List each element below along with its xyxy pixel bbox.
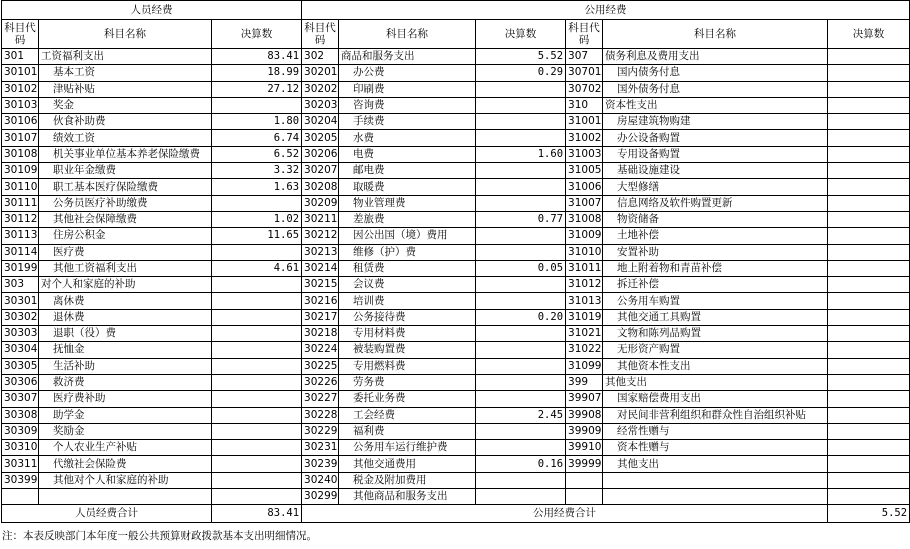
public-mid-code-cell: 30217 xyxy=(302,309,339,325)
public-mid-code-cell: 30229 xyxy=(302,423,339,439)
public-right-amount-cell xyxy=(828,146,910,162)
personnel-amount-cell: 3.32 xyxy=(212,163,302,179)
personnel-name-cell: 抚恤金 xyxy=(39,342,212,358)
public-mid-name-cell: 其他交通费用 xyxy=(339,456,476,472)
public-mid-name-cell: 专用材料费 xyxy=(339,326,476,342)
personnel-name-cell: 对个人和家庭的补助 xyxy=(39,277,212,293)
personnel-name-cell: 基本工资 xyxy=(39,65,212,81)
public-mid-name-cell: 其他商品和服务支出 xyxy=(339,489,476,505)
public-right-code-cell: 31005 xyxy=(566,163,603,179)
public-mid-amount-cell: 1.60 xyxy=(476,146,566,162)
public-right-name-cell xyxy=(603,472,828,488)
table-row xyxy=(2,97,910,113)
personnel-name-cell xyxy=(39,489,212,505)
public-mid-amount-cell xyxy=(476,244,566,260)
public-right-code-cell: 39910 xyxy=(566,440,603,456)
public-right-amount-cell xyxy=(828,277,910,293)
table-row xyxy=(2,440,910,456)
personnel-code-cell: 30301 xyxy=(2,293,39,309)
public-mid-amount-cell xyxy=(476,195,566,211)
public-right-name-cell: 国内债务付息 xyxy=(603,65,828,81)
public-right-code-cell: 30702 xyxy=(566,81,603,97)
public-mid-name-cell: 公务用车运行维护费 xyxy=(339,440,476,456)
public-total-label: 公用经费合计 xyxy=(302,505,828,523)
public-right-amount-cell xyxy=(828,130,910,146)
public-mid-name-cell: 印刷费 xyxy=(339,81,476,97)
public-right-code-cell: 30701 xyxy=(566,65,603,81)
public-right-amount-cell xyxy=(828,440,910,456)
public-mid-amount-cell: 0.29 xyxy=(476,65,566,81)
public-mid-name-cell: 被装购置费 xyxy=(339,342,476,358)
public-right-amount-cell xyxy=(828,374,910,390)
public-mid-amount-cell xyxy=(476,277,566,293)
expenditure-table xyxy=(1,0,910,523)
table-row xyxy=(2,326,910,342)
personnel-code-cell: 30306 xyxy=(2,374,39,390)
public-mid-name-cell: 差旅费 xyxy=(339,211,476,227)
public-mid-amount-cell: 0.05 xyxy=(476,260,566,276)
public-mid-code-cell: 30202 xyxy=(302,81,339,97)
public-right-amount-cell xyxy=(828,391,910,407)
public-right-name-cell: 经常性赠与 xyxy=(603,423,828,439)
public-mid-name-cell: 物业管理费 xyxy=(339,195,476,211)
public-right-name-cell: 基础设施建设 xyxy=(603,163,828,179)
personnel-name-cell: 个人农业生产补贴 xyxy=(39,440,212,456)
public-right-code-cell: 307 xyxy=(566,49,603,65)
public-mid-name-cell: 维修（护）费 xyxy=(339,244,476,260)
public-mid-name-cell: 工会经费 xyxy=(339,407,476,423)
public-right-code-cell: 31022 xyxy=(566,342,603,358)
personnel-name-cell: 医疗费补助 xyxy=(39,391,212,407)
personnel-code-cell: 30107 xyxy=(2,130,39,146)
public-right-code-cell: 31001 xyxy=(566,114,603,130)
public-right-name-cell: 土地补偿 xyxy=(603,228,828,244)
public-right-amount-cell xyxy=(828,49,910,65)
public-right-amount-cell xyxy=(828,163,910,179)
public-mid-name-cell: 会议费 xyxy=(339,277,476,293)
public-right-name-cell: 其他交通工具购置 xyxy=(603,309,828,325)
personnel-amount-cell: 27.12 xyxy=(212,81,302,97)
public-mid-amount-cell xyxy=(476,472,566,488)
code-header: 科目代码 xyxy=(2,20,39,49)
public-right-code-cell: 310 xyxy=(566,97,603,113)
personnel-amount-cell xyxy=(212,358,302,374)
public-right-code-cell: 31002 xyxy=(566,130,603,146)
personnel-amount-cell xyxy=(212,423,302,439)
name-header: 科目名称 xyxy=(339,20,476,49)
public-right-amount-cell xyxy=(828,472,910,488)
public-right-amount-cell xyxy=(828,228,910,244)
code-header: 科目代码 xyxy=(302,20,339,49)
public-right-amount-cell xyxy=(828,244,910,260)
personnel-name-cell: 奖金 xyxy=(39,97,212,113)
public-mid-code-cell: 30206 xyxy=(302,146,339,162)
personnel-code-cell: 30302 xyxy=(2,309,39,325)
public-right-amount-cell xyxy=(828,260,910,276)
personnel-code-cell: 30304 xyxy=(2,342,39,358)
public-mid-code-cell: 30225 xyxy=(302,358,339,374)
personnel-code-cell: 30106 xyxy=(2,114,39,130)
name-header: 科目名称 xyxy=(39,20,212,49)
public-mid-amount-cell xyxy=(476,489,566,505)
table-row xyxy=(2,163,910,179)
public-mid-name-cell: 电费 xyxy=(339,146,476,162)
public-mid-code-cell: 30228 xyxy=(302,407,339,423)
public-right-amount-cell xyxy=(828,293,910,309)
table-row xyxy=(2,179,910,195)
public-right-name-cell: 大型修缮 xyxy=(603,179,828,195)
public-right-name-cell: 信息网络及软件购置更新 xyxy=(603,195,828,211)
table-row xyxy=(2,423,910,439)
personnel-code-cell: 30305 xyxy=(2,358,39,374)
personnel-name-cell: 退职（役）费 xyxy=(39,326,212,342)
personnel-name-cell: 奖励金 xyxy=(39,423,212,439)
public-mid-name-cell: 因公出国（境）费用 xyxy=(339,228,476,244)
public-mid-amount-cell xyxy=(476,130,566,146)
public-right-amount-cell xyxy=(828,342,910,358)
public-mid-name-cell: 取暖费 xyxy=(339,179,476,195)
public-mid-name-cell: 专用燃料费 xyxy=(339,358,476,374)
personnel-amount-cell xyxy=(212,244,302,260)
personnel-name-cell: 其他社会保障缴费 xyxy=(39,211,212,227)
public-right-name-cell: 专用设备购置 xyxy=(603,146,828,162)
personnel-name-cell: 工资福利支出 xyxy=(39,49,212,65)
public-right-name-cell: 其他支出 xyxy=(603,456,828,472)
personnel-code-cell: 30308 xyxy=(2,407,39,423)
public-right-code-cell: 31008 xyxy=(566,211,603,227)
personnel-code-cell: 30309 xyxy=(2,423,39,439)
table-row xyxy=(2,146,910,162)
public-right-amount-cell xyxy=(828,489,910,505)
public-right-code-cell: 31012 xyxy=(566,277,603,293)
public-mid-code-cell: 30226 xyxy=(302,374,339,390)
public-right-name-cell: 房屋建筑物购建 xyxy=(603,114,828,130)
table-row xyxy=(2,211,910,227)
personnel-code-cell: 30310 xyxy=(2,440,39,456)
personnel-amount-cell: 1.02 xyxy=(212,211,302,227)
personnel-amount-cell xyxy=(212,407,302,423)
code-header: 科目代码 xyxy=(566,20,603,49)
table-row xyxy=(2,407,910,423)
public-right-amount-cell xyxy=(828,114,910,130)
public-mid-amount-cell: 2.45 xyxy=(476,407,566,423)
public-right-name-cell: 地上附着物和青苗补偿 xyxy=(603,260,828,276)
personnel-code-cell: 30311 xyxy=(2,456,39,472)
table-row xyxy=(2,114,910,130)
personnel-amount-cell: 6.74 xyxy=(212,130,302,146)
public-mid-amount-cell xyxy=(476,374,566,390)
public-mid-amount-cell xyxy=(476,81,566,97)
personnel-amount-cell xyxy=(212,326,302,342)
public-mid-code-cell: 30240 xyxy=(302,472,339,488)
public-mid-code-cell: 30224 xyxy=(302,342,339,358)
personnel-name-cell: 退休费 xyxy=(39,309,212,325)
public-mid-name-cell: 劳务费 xyxy=(339,374,476,390)
public-right-code-cell: 31007 xyxy=(566,195,603,211)
table-row xyxy=(2,244,910,260)
public-right-code-cell: 39908 xyxy=(566,407,603,423)
personnel-total-label: 人员经费合计 xyxy=(2,505,212,523)
public-mid-amount-cell xyxy=(476,114,566,130)
personnel-name-cell: 职工基本医疗保险缴费 xyxy=(39,179,212,195)
public-right-code-cell: 39907 xyxy=(566,391,603,407)
personnel-amount-cell: 1.63 xyxy=(212,179,302,195)
public-right-amount-cell xyxy=(828,326,910,342)
public-right-amount-cell xyxy=(828,81,910,97)
personnel-name-cell: 代缴社会保险费 xyxy=(39,456,212,472)
personnel-name-cell: 伙食补助费 xyxy=(39,114,212,130)
public-right-code-cell: 31006 xyxy=(566,179,603,195)
public-mid-code-cell: 30205 xyxy=(302,130,339,146)
public-mid-amount-cell: 0.16 xyxy=(476,456,566,472)
public-mid-code-cell: 30231 xyxy=(302,440,339,456)
public-mid-name-cell: 水费 xyxy=(339,130,476,146)
personnel-name-cell: 助学金 xyxy=(39,407,212,423)
personnel-code-cell: 30399 xyxy=(2,472,39,488)
personnel-code-cell: 30109 xyxy=(2,163,39,179)
public-right-name-cell: 无形资产购置 xyxy=(603,342,828,358)
public-right-amount-cell xyxy=(828,195,910,211)
amount-header: 决算数 xyxy=(212,20,302,49)
personnel-amount-cell xyxy=(212,440,302,456)
public-right-code-cell: 31010 xyxy=(566,244,603,260)
table-row xyxy=(2,456,910,472)
public-mid-amount-cell xyxy=(476,179,566,195)
public-right-name-cell: 债务利息及费用支出 xyxy=(603,49,828,65)
public-right-name-cell: 国家赔偿费用支出 xyxy=(603,391,828,407)
public-mid-amount-cell xyxy=(476,97,566,113)
personnel-amount-cell xyxy=(212,489,302,505)
personnel-name-cell: 医疗费 xyxy=(39,244,212,260)
personnel-code-cell: 301 xyxy=(2,49,39,65)
public-mid-code-cell: 30299 xyxy=(302,489,339,505)
personnel-amount-cell: 1.80 xyxy=(212,114,302,130)
public-right-name-cell: 资本性赠与 xyxy=(603,440,828,456)
public-right-code-cell: 39999 xyxy=(566,456,603,472)
personnel-name-cell: 其他对个人和家庭的补助 xyxy=(39,472,212,488)
public-right-amount-cell xyxy=(828,211,910,227)
public-right-code-cell: 31009 xyxy=(566,228,603,244)
public-mid-name-cell: 委托业务费 xyxy=(339,391,476,407)
table-row xyxy=(2,49,910,65)
public-right-name-cell: 办公设备购置 xyxy=(603,130,828,146)
personnel-code-cell: 30114 xyxy=(2,244,39,260)
public-right-amount-cell xyxy=(828,97,910,113)
public-mid-amount-cell xyxy=(476,391,566,407)
personnel-code-cell: 30110 xyxy=(2,179,39,195)
personnel-name-cell: 机关事业单位基本养老保险缴费 xyxy=(39,146,212,162)
public-mid-code-cell: 30203 xyxy=(302,97,339,113)
public-mid-amount-cell: 0.20 xyxy=(476,309,566,325)
public-mid-name-cell: 邮电费 xyxy=(339,163,476,179)
personnel-amount-cell xyxy=(212,195,302,211)
table-row xyxy=(2,489,910,505)
table-row xyxy=(2,195,910,211)
public-mid-name-cell: 办公费 xyxy=(339,65,476,81)
public-right-name-cell: 公务用车购置 xyxy=(603,293,828,309)
public-mid-code-cell: 30227 xyxy=(302,391,339,407)
personnel-code-cell: 30101 xyxy=(2,65,39,81)
public-mid-amount-cell xyxy=(476,358,566,374)
personnel-code-cell: 30113 xyxy=(2,228,39,244)
table-row xyxy=(2,293,910,309)
public-right-code-cell: 399 xyxy=(566,374,603,390)
public-right-code-cell xyxy=(566,489,603,505)
personnel-code-cell: 30102 xyxy=(2,81,39,97)
public-mid-amount-cell xyxy=(476,342,566,358)
public-right-name-cell: 物资储备 xyxy=(603,211,828,227)
public-mid-name-cell: 手续费 xyxy=(339,114,476,130)
personnel-amount-cell: 6.52 xyxy=(212,146,302,162)
personnel-code-cell: 303 xyxy=(2,277,39,293)
public-right-code-cell: 31011 xyxy=(566,260,603,276)
amount-header: 决算数 xyxy=(828,20,910,49)
table-row xyxy=(2,81,910,97)
table-row xyxy=(2,260,910,276)
public-mid-code-cell: 30213 xyxy=(302,244,339,260)
public-right-amount-cell xyxy=(828,456,910,472)
public-right-name-cell xyxy=(603,489,828,505)
personnel-name-cell: 职业年金缴费 xyxy=(39,163,212,179)
public-mid-name-cell: 培训费 xyxy=(339,293,476,309)
public-mid-name-cell: 福利费 xyxy=(339,423,476,439)
public-mid-name-cell: 税金及附加费用 xyxy=(339,472,476,488)
personnel-name-cell: 住房公积金 xyxy=(39,228,212,244)
amount-header: 决算数 xyxy=(476,20,566,49)
public-right-amount-cell xyxy=(828,407,910,423)
personnel-amount-cell xyxy=(212,309,302,325)
personnel-code-cell: 30111 xyxy=(2,195,39,211)
personnel-total-value: 83.41 xyxy=(212,505,302,523)
table-row xyxy=(2,342,910,358)
public-mid-code-cell: 30216 xyxy=(302,293,339,309)
personnel-name-cell: 生活补助 xyxy=(39,358,212,374)
public-right-name-cell: 文物和陈列品购置 xyxy=(603,326,828,342)
personnel-name-cell: 救济费 xyxy=(39,374,212,390)
public-right-code-cell: 31013 xyxy=(566,293,603,309)
personnel-amount-cell xyxy=(212,391,302,407)
public-right-amount-cell xyxy=(828,179,910,195)
public-mid-amount-cell xyxy=(476,293,566,309)
personnel-code-cell: 30303 xyxy=(2,326,39,342)
public-mid-code-cell: 30214 xyxy=(302,260,339,276)
personnel-amount-cell xyxy=(212,472,302,488)
public-right-name-cell: 拆迁补偿 xyxy=(603,277,828,293)
personnel-name-cell: 离休费 xyxy=(39,293,212,309)
public-mid-amount-cell: 0.77 xyxy=(476,211,566,227)
personnel-name-cell: 其他工资福利支出 xyxy=(39,260,212,276)
table-row xyxy=(2,472,910,488)
public-mid-name-cell: 租赁费 xyxy=(339,260,476,276)
name-header: 科目名称 xyxy=(603,20,828,49)
table-row xyxy=(2,228,910,244)
public-right-amount-cell xyxy=(828,423,910,439)
personnel-amount-cell xyxy=(212,97,302,113)
public-mid-amount-cell xyxy=(476,423,566,439)
table-row xyxy=(2,277,910,293)
table-row xyxy=(2,309,910,325)
public-mid-code-cell: 30204 xyxy=(302,114,339,130)
personnel-name-cell: 津贴补贴 xyxy=(39,81,212,97)
public-right-name-cell: 其他支出 xyxy=(603,374,828,390)
personnel-code-cell xyxy=(2,489,39,505)
public-right-name-cell: 资本性支出 xyxy=(603,97,828,113)
personnel-amount-cell: 11.65 xyxy=(212,228,302,244)
personnel-code-cell: 30108 xyxy=(2,146,39,162)
personnel-amount-cell xyxy=(212,456,302,472)
personnel-name-cell: 绩效工资 xyxy=(39,130,212,146)
public-mid-code-cell: 30208 xyxy=(302,179,339,195)
public-mid-code-cell: 302 xyxy=(302,49,339,65)
public-right-code-cell: 31099 xyxy=(566,358,603,374)
personnel-name-cell: 公务员医疗补助缴费 xyxy=(39,195,212,211)
public-mid-code-cell: 30201 xyxy=(302,65,339,81)
table-row xyxy=(2,374,910,390)
public-mid-amount-cell xyxy=(476,440,566,456)
public-mid-code-cell: 30209 xyxy=(302,195,339,211)
public-mid-code-cell: 30207 xyxy=(302,163,339,179)
public-right-name-cell: 其他资本性支出 xyxy=(603,358,828,374)
footnote: 注：本表反映部门本年度一般公共预算财政拨款基本支出明细情况。 xyxy=(2,530,317,543)
personnel-header: 人员经费 xyxy=(2,1,302,20)
public-mid-code-cell: 30239 xyxy=(302,456,339,472)
public-right-name-cell: 安置补助 xyxy=(603,244,828,260)
public-mid-name-cell: 商品和服务支出 xyxy=(339,49,476,65)
personnel-amount-cell: 83.41 xyxy=(212,49,302,65)
personnel-amount-cell xyxy=(212,293,302,309)
personnel-code-cell: 30103 xyxy=(2,97,39,113)
public-right-amount-cell xyxy=(828,309,910,325)
public-right-amount-cell xyxy=(828,65,910,81)
personnel-code-cell: 30307 xyxy=(2,391,39,407)
public-right-code-cell: 39909 xyxy=(566,423,603,439)
personnel-amount-cell xyxy=(212,342,302,358)
public-mid-amount-cell xyxy=(476,228,566,244)
table-row xyxy=(2,65,910,81)
table-row xyxy=(2,391,910,407)
public-mid-name-cell: 咨询费 xyxy=(339,97,476,113)
personnel-code-cell: 30112 xyxy=(2,211,39,227)
public-mid-amount-cell xyxy=(476,326,566,342)
personnel-amount-cell: 18.99 xyxy=(212,65,302,81)
public-mid-code-cell: 30211 xyxy=(302,211,339,227)
public-right-code-cell: 31019 xyxy=(566,309,603,325)
public-header: 公用经费 xyxy=(302,1,910,20)
personnel-amount-cell xyxy=(212,374,302,390)
public-mid-code-cell: 30212 xyxy=(302,228,339,244)
personnel-amount-cell xyxy=(212,277,302,293)
public-right-code-cell: 31021 xyxy=(566,326,603,342)
public-right-code-cell: 31003 xyxy=(566,146,603,162)
table-row xyxy=(2,358,910,374)
public-mid-code-cell: 30215 xyxy=(302,277,339,293)
public-total-value: 5.52 xyxy=(828,505,910,523)
public-right-code-cell xyxy=(566,472,603,488)
public-right-amount-cell xyxy=(828,358,910,374)
public-mid-amount-cell xyxy=(476,163,566,179)
public-mid-code-cell: 30218 xyxy=(302,326,339,342)
personnel-amount-cell: 4.61 xyxy=(212,260,302,276)
table-row xyxy=(2,130,910,146)
public-right-name-cell: 国外债务付息 xyxy=(603,81,828,97)
personnel-code-cell: 30199 xyxy=(2,260,39,276)
public-right-name-cell: 对民间非营利组织和群众性自治组织补贴 xyxy=(603,407,828,423)
public-mid-amount-cell: 5.52 xyxy=(476,49,566,65)
public-mid-name-cell: 公务接待费 xyxy=(339,309,476,325)
